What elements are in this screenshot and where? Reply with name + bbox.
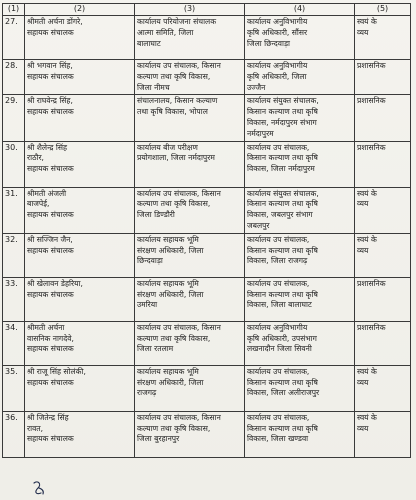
new-posting-cell <box>245 411 355 457</box>
new-posting-line: विकास, जिला अलीराजपुर <box>247 388 320 398</box>
remark-line: प्रशासनिक <box>357 61 386 70</box>
table-row <box>3 365 411 411</box>
new-posting-line: कार्यालय अनुविभागीय <box>247 322 308 332</box>
officer-name-line: सहायक संचालक <box>27 377 74 387</box>
current-office-line: कार्यालय उप संचालक, किसान <box>137 188 221 198</box>
remark-cell <box>355 277 411 321</box>
officer-name-cell <box>25 321 135 365</box>
officer-name-line: श्री राजू सिंह सोलंकी, <box>27 366 86 376</box>
current-office-line: उमरिया <box>137 300 158 310</box>
officer-name-line: सहायक संचालक <box>27 107 74 117</box>
officer-name-line: वासनिक नागदेवे, <box>27 333 74 343</box>
new-posting-cell <box>245 233 355 277</box>
remark-line: प्रशासनिक <box>357 278 386 288</box>
current-office-line: प्रयोगशाला, जिला नर्मदापुरम <box>137 153 215 163</box>
serial-number: 28. <box>3 60 25 95</box>
new-posting-line: जबलपुर <box>247 220 270 230</box>
current-office-line: जिला नीमच <box>137 82 170 92</box>
new-posting-line: कृषि अधिकारी, उपसंभाग <box>247 333 317 343</box>
current-office-line: तथा कृषि विकास, भोपाल <box>137 107 208 117</box>
officer-name-line: श्री भगवान सिंह, <box>27 61 73 70</box>
new-posting-line: कृषि अधिकारी, जिला <box>247 71 307 81</box>
current-office-line: कार्यालय सहायक भूमि <box>137 366 199 376</box>
officer-name-line: श्री शैलेन्द्र सिंह <box>27 142 67 152</box>
new-posting-line: किसान कल्याण तथा कृषि <box>247 199 318 209</box>
new-posting-cell <box>245 365 355 411</box>
officer-name-line: श्रीमती अर्चना <box>27 322 65 332</box>
officer-name-cell <box>25 411 135 457</box>
remark-line: स्वयं के <box>357 412 377 422</box>
current-office-cell <box>135 277 245 321</box>
officer-name-line: श्री खेलावन डेहरिया, <box>27 278 83 288</box>
remark-line: प्रशासनिक <box>357 142 386 152</box>
current-office-cell <box>135 411 245 457</box>
remark-line: व्यय <box>357 199 369 209</box>
table-row <box>3 16 411 60</box>
new-posting-cell <box>245 95 355 141</box>
officer-name-line: सहायक संचालक <box>27 434 74 444</box>
new-posting-line: नर्मदापुरम <box>247 128 274 138</box>
current-office-line: राजगढ़ <box>137 388 157 398</box>
new-posting-line: विकास, जिला नर्मदापुरम <box>247 164 315 174</box>
current-office-line: बालाघाट <box>137 38 161 48</box>
table-header-row <box>3 4 411 16</box>
table-row <box>3 60 411 95</box>
new-posting-line: लखनादौन जिला सिवनी <box>247 344 312 354</box>
officer-name-line: श्री जितेन्द्र सिंह <box>27 412 69 422</box>
officer-name-line: राठौर, <box>27 153 44 163</box>
current-office-line: कार्यालय उप संचालक, किसान <box>137 322 221 332</box>
officer-name-line: श्रीमती अंजली <box>27 188 67 198</box>
current-office-cell <box>135 365 245 411</box>
remark-line: स्वयं के <box>357 234 377 244</box>
serial-number: 33. <box>3 277 25 321</box>
new-posting-line: जिला छिन्दवाड़ा <box>247 38 291 48</box>
current-office-line: संचालनालय, किसान कल्याण <box>137 96 218 106</box>
remark-cell <box>355 95 411 141</box>
new-posting-cell <box>245 60 355 95</box>
header-col-1: (1) <box>3 4 25 16</box>
new-posting-line: विकास, नर्मदापुरम संभाग <box>247 117 317 127</box>
officer-name-line: रावत, <box>27 423 44 433</box>
officer-name-line: सहायक संचालक <box>27 27 74 37</box>
serial-number: 36. <box>3 411 25 457</box>
officer-name-line: सहायक संचालक <box>27 71 74 81</box>
remark-line: व्यय <box>357 377 369 387</box>
header-col-5: (5) <box>355 4 411 16</box>
new-posting-cell <box>245 187 355 233</box>
serial-number: 32. <box>3 233 25 277</box>
current-office-line: संरक्षण अधिकारी, जिला <box>137 245 204 255</box>
handwritten-mark <box>30 480 48 496</box>
remark-cell <box>355 411 411 457</box>
new-posting-line: कार्यालय संयुक्त संचालक, <box>247 188 319 198</box>
officer-name-line: सहायक संचालक <box>27 245 74 255</box>
new-posting-line: कार्यालय अनुविभागीय <box>247 17 308 26</box>
new-posting-line: कार्यालय अनुविभागीय <box>247 61 308 70</box>
new-posting-line: किसान कल्याण तथा कृषि <box>247 107 318 117</box>
new-posting-line: कार्यालय उप संचालक, <box>247 366 310 376</box>
new-posting-line: कार्यालय उप संचालक, <box>247 278 310 288</box>
new-posting-line: उज्जैन <box>247 82 266 92</box>
header-col-3: (3) <box>135 4 245 16</box>
new-posting-line: विकास, जिला बालाघाट <box>247 300 312 310</box>
current-office-line: जिला डिण्डौरी <box>137 210 175 220</box>
remark-line: व्यय <box>357 27 369 37</box>
new-posting-line: विकास, जिला खण्डवा <box>247 434 309 444</box>
table-row <box>3 277 411 321</box>
officer-name-cell <box>25 277 135 321</box>
officer-name-cell <box>25 141 135 187</box>
remark-line: व्यय <box>357 423 369 433</box>
remark-cell <box>355 365 411 411</box>
serial-number: 30. <box>3 141 25 187</box>
remark-cell <box>355 16 411 60</box>
table-row <box>3 411 411 457</box>
current-office-cell <box>135 95 245 141</box>
current-office-line: कल्याण तथा कृषि विकास, <box>137 199 211 209</box>
new-posting-cell <box>245 141 355 187</box>
remark-line: व्यय <box>357 245 369 255</box>
remark-cell <box>355 60 411 95</box>
transfer-table <box>2 3 411 458</box>
new-posting-line: किसान कल्याण तथा कृषि <box>247 289 318 299</box>
officer-name-cell <box>25 60 135 95</box>
table-row <box>3 321 411 365</box>
current-office-line: कल्याण तथा कृषि विकास, <box>137 71 211 81</box>
current-office-line: कार्यालय उप संचालक, किसान <box>137 412 221 422</box>
header-col-2: (2) <box>25 4 135 16</box>
officer-name-cell <box>25 95 135 141</box>
officer-name-line: सहायक संचालक <box>27 210 74 220</box>
serial-number: 29. <box>3 95 25 141</box>
new-posting-cell <box>245 321 355 365</box>
serial-number: 34. <box>3 321 25 365</box>
current-office-line: संरक्षण अधिकारी, जिला <box>137 377 204 387</box>
serial-number: 35. <box>3 365 25 411</box>
current-office-line: कार्यालय सहायक भूमि <box>137 234 199 244</box>
current-office-cell <box>135 233 245 277</box>
current-office-cell <box>135 16 245 60</box>
current-office-line: जिला रतलाम <box>137 344 174 354</box>
header-col-4: (4) <box>245 4 355 16</box>
current-office-line: आत्मा समिति, जिला <box>137 27 194 37</box>
new-posting-line: किसान कल्याण तथा कृषि <box>247 245 318 255</box>
table-row <box>3 187 411 233</box>
new-posting-cell <box>245 277 355 321</box>
table-row <box>3 141 411 187</box>
table-row <box>3 233 411 277</box>
current-office-cell <box>135 60 245 95</box>
officer-name-line: बाजपेई, <box>27 199 50 209</box>
new-posting-line: किसान कल्याण तथा कृषि <box>247 153 318 163</box>
remark-line: स्वयं के <box>357 366 377 376</box>
remark-cell <box>355 233 411 277</box>
new-posting-line: कार्यालय संयुक्त संचालक, <box>247 96 319 106</box>
remark-line: प्रशासनिक <box>357 96 386 106</box>
current-office-line: जिला बुरहानपुर <box>137 434 180 444</box>
current-office-cell <box>135 321 245 365</box>
remark-cell <box>355 187 411 233</box>
officer-name-line: श्री राघवेन्द्र सिंह, <box>27 96 73 106</box>
current-office-line: कार्यालय उप संचालक, किसान <box>137 61 221 70</box>
current-office-cell <box>135 187 245 233</box>
new-posting-line: किसान कल्याण तथा कृषि <box>247 377 318 387</box>
current-office-line: छिन्दवाड़ा <box>137 256 163 266</box>
current-office-line: कल्याण तथा कृषि विकास, <box>137 423 211 433</box>
officer-name-line: सहायक संचालक <box>27 289 74 299</box>
remark-cell <box>355 321 411 365</box>
officer-name-line: सहायक संचालक <box>27 344 74 354</box>
remark-cell <box>355 141 411 187</box>
new-posting-line: कार्यालय उप संचालक, <box>247 234 310 244</box>
current-office-line: कार्यालय बीज परीक्षण <box>137 142 198 152</box>
officer-name-cell <box>25 16 135 60</box>
new-posting-line: कृषि अधिकारी, सौंसर <box>247 27 308 37</box>
current-office-line: संरक्षण अधिकारी, जिला <box>137 289 204 299</box>
remark-line: स्वयं के <box>357 17 377 26</box>
officer-name-cell <box>25 233 135 277</box>
table-body <box>3 16 411 458</box>
current-office-line: कल्याण तथा कृषि विकास, <box>137 333 211 343</box>
officer-name-cell <box>25 187 135 233</box>
serial-number: 27. <box>3 16 25 60</box>
new-posting-line: विकास, जिला राजगढ़ <box>247 256 308 266</box>
officer-name-line: श्रीमती अर्चना डोंगरे, <box>27 17 83 26</box>
new-posting-line: विकास, जबलपुर संभाग <box>247 210 313 220</box>
officer-name-line: सहायक संचालक <box>27 164 74 174</box>
serial-number: 31. <box>3 187 25 233</box>
officer-name-cell <box>25 365 135 411</box>
new-posting-line: कार्यालय उप संचालक, <box>247 142 310 152</box>
new-posting-cell <box>245 16 355 60</box>
current-office-line: कार्यालय परियोजना संचालक <box>137 17 217 26</box>
current-office-cell <box>135 141 245 187</box>
remark-line: प्रशासनिक <box>357 322 386 332</box>
current-office-line: कार्यालय सहायक भूमि <box>137 278 199 288</box>
table-row <box>3 95 411 141</box>
remark-line: स्वयं के <box>357 188 377 198</box>
new-posting-line: कार्यालय उप संचालक, <box>247 412 310 422</box>
officer-name-line: श्री सज्जिन जैन, <box>27 234 73 244</box>
new-posting-line: किसान कल्याण तथा कृषि <box>247 423 318 433</box>
